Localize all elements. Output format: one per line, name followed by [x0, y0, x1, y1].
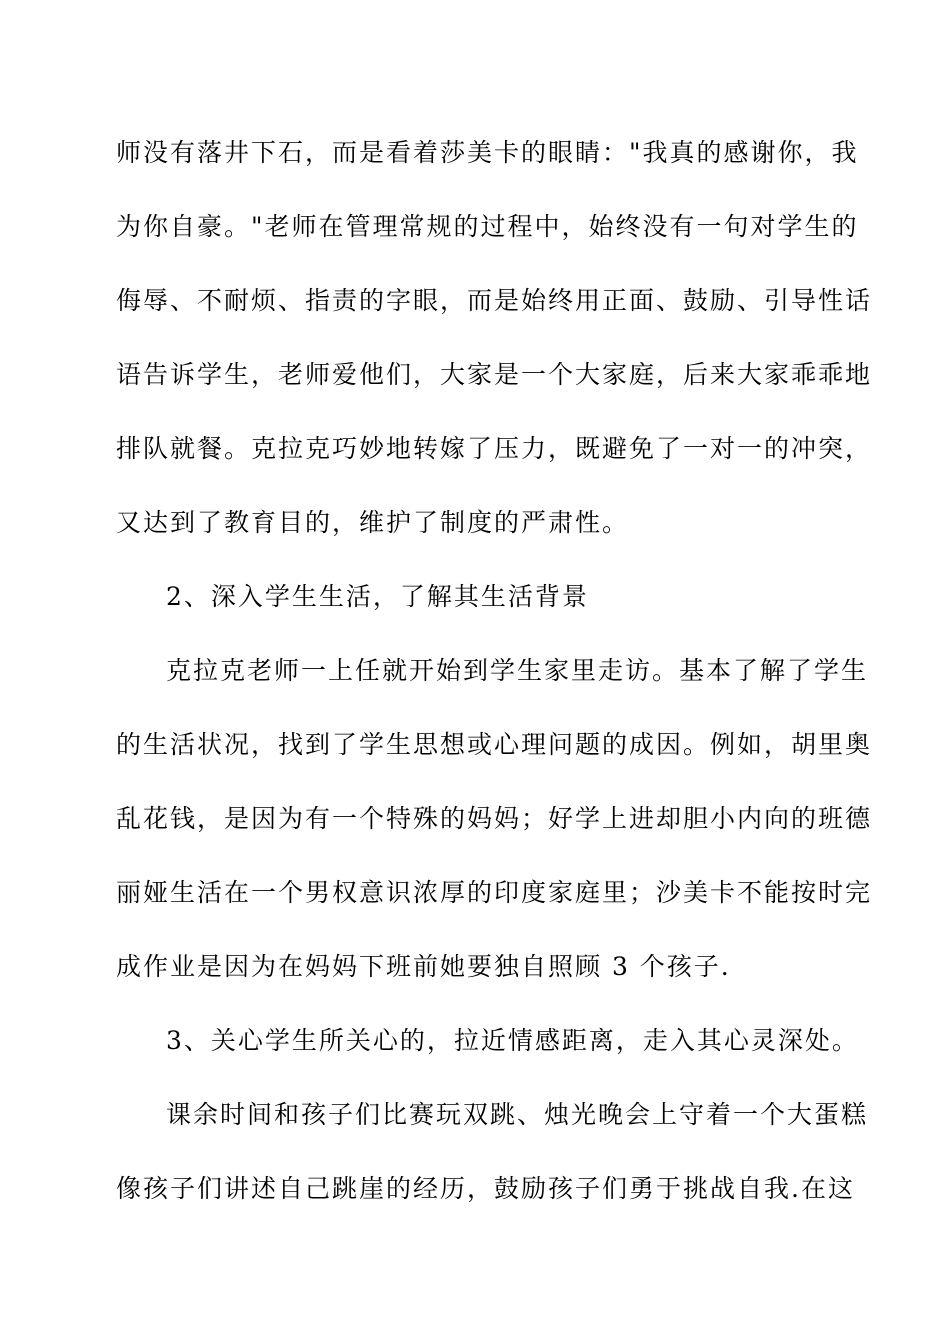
text-line: 成作业是因为在妈妈下班前她要独自照顾 3 个孩子.: [116, 952, 731, 981]
text-line: 乱花钱，是因为有一个特殊的妈妈；好学上进却胆小内向的班德: [116, 804, 873, 833]
text-line: 课余时间和孩子们比赛玩双跳、烛光晚会上守着一个大蛋糕: [166, 1100, 869, 1129]
text-line: 侮辱、不耐烦、指责的字眼，而是始终用正面、鼓励、引导性话: [116, 286, 873, 315]
text-line: 的生活状况，找到了学生思想或心理问题的成因。例如，胡里奥: [116, 730, 873, 759]
text-line: 丽娅生活在一个男权意识浓厚的印度家庭里；沙美卡不能按时完: [116, 878, 873, 907]
section-heading: 2、深入学生生活，了解其生活背景: [166, 582, 589, 611]
text-line: 师没有落井下石，而是看着莎美卡的眼睛："我真的感谢你，我: [116, 138, 859, 167]
document-body: [116, 128, 873, 1238]
section-heading: 3、关心学生所关心的，拉近情感距离，走入其心灵深处。: [166, 1026, 859, 1055]
text-line: 为你自豪。"老师在管理常规的过程中，始终没有一句对学生的: [116, 212, 859, 241]
text-line: 又达到了教育目的，维护了制度的严肃性。: [116, 508, 630, 537]
text-line: 语告诉学生，老师爱他们，大家是一个大家庭，后来大家乖乖地: [116, 360, 873, 389]
text-line: 克拉克老师一上任就开始到学生家里走访。基本了解了学生: [166, 656, 869, 685]
text-line: 排队就餐。克拉克巧妙地转嫁了压力，既避免了一对一的冲突，: [116, 434, 873, 463]
text-line: 像孩子们讲述自己跳崖的经历，鼓励孩子们勇于挑战自我.在这: [116, 1174, 855, 1203]
